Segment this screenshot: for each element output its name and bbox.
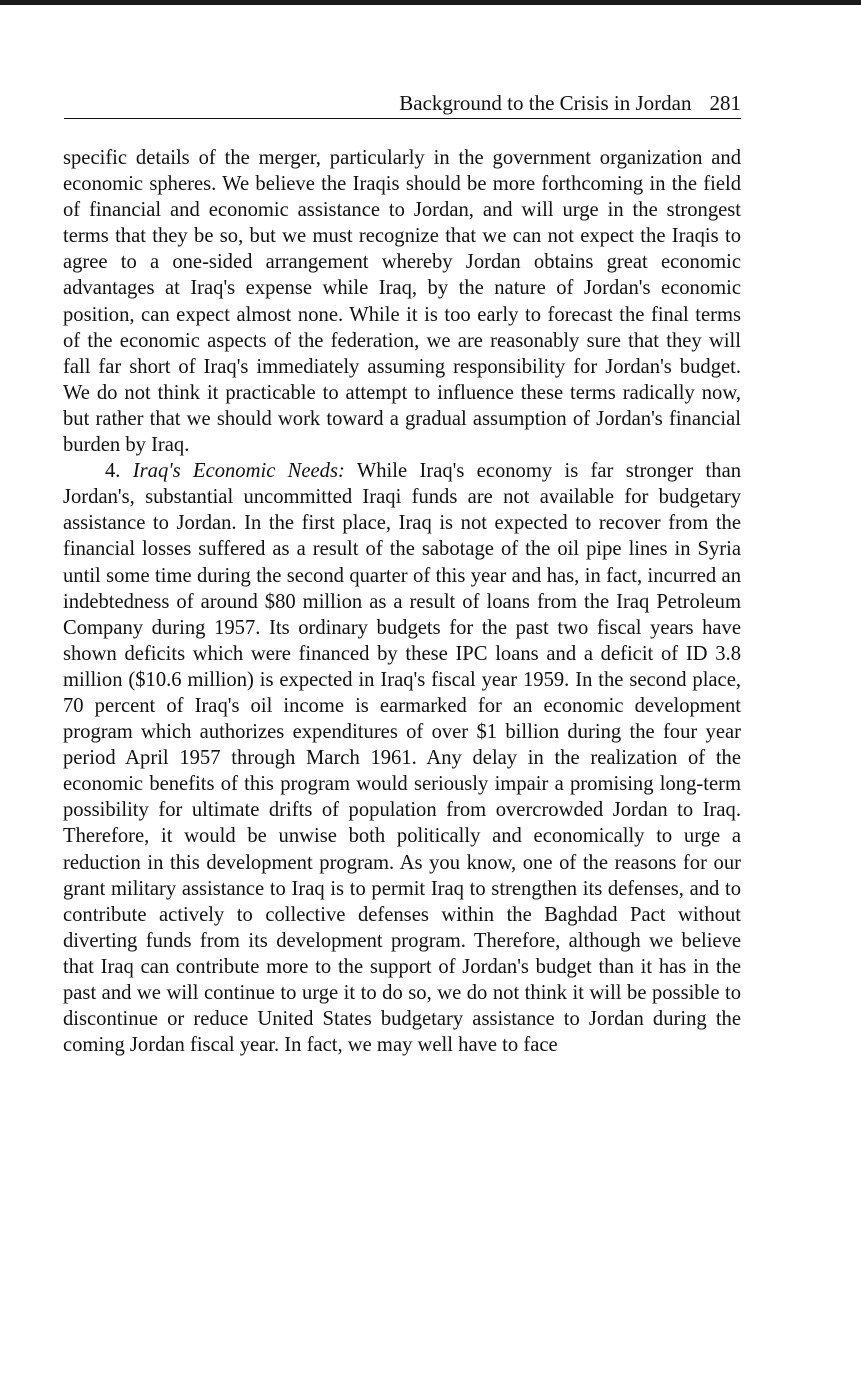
body-text bbox=[63, 145, 741, 1058]
running-header bbox=[64, 88, 741, 119]
scan-top-edge bbox=[0, 0, 861, 5]
running-title: Background to the Crisis in Jordan bbox=[399, 91, 692, 115]
section-title: Iraq's Economic Needs: bbox=[132, 460, 345, 483]
section-body: While Iraq's economy is far stronger than Jordan's, substantial uncommitted Iraqi funds are not available for budgetary assistance to Jordan. In the first place, Iraq is not expected to recover from the financial losses suffered as a result of the sabotage of the oil pipe lines in Syria until some time during the second quarter of this year and has, in fact, incurred an indebtedness of around $80 million as a result of loans from the Iraq Petroleum Company during 1957. Its ordinary budgets for the past two fiscal years have shown deficits which were financed by these IPC loans and a deficit of ID 3.8 million ($10.6 million) is expected in Iraq's fiscal year 1959. In the second place, 70 percent of Iraq's oil income is earmarked for an economic development program which authorizes expenditures of over $1 billion during the four year period April 1957 through March 1961. Any delay in the realization of the economic benefits of this program would seriously impair a promising long-term possibility for ultimate drifts of population from overcrowded Jordan to Iraq. Therefore, it would be unwise both politically and economically to urge a reduction in this development program. As you know, one of the reasons for our grant military assistance to Iraq is to permit Iraq to strengthen its defenses, and to contribute actively to collective defenses within the Baghdad Pact without diverting funds from its development program. Therefore, although we believe that Iraq can contribute more to the support of Jordan's budget than it has in the past and we will continue to urge it to do so, we do not think it will be possible to discontinue or reduce United States budgetary assistance to Jordan during the coming Jordan fiscal year. In fact, we may well have to face bbox=[63, 460, 742, 1057]
section-number: 4. bbox=[105, 460, 121, 483]
page-number: 281 bbox=[709, 91, 741, 115]
paragraph-continued: specific details of the merger, particularly in the government organization and economic spheres. We believe the Iraqis should be more forthcoming in the field of financial and economic assistance to Jordan, and will urge in the strongest terms that they be so, but we must recognize that we can not expect the Iraqis to agree to a one-sided arrangement whereby Jordan obtains great economic advantages at Iraq's expense while Iraq, by the nature of Jordan's economic position, can expect almost none. While it is too early to forecast the final terms of the economic aspects of the federation, we are reasonably sure that they will fall far short of Iraq's immediately assuming responsibility for Jordan's budget. We do not think it practicable to attempt to influence these terms radically now, but rather that we should work toward a gradual assumption of Jordan's financial burden by Iraq. bbox=[63, 147, 741, 457]
paragraph-iraq-economic-needs bbox=[63, 458, 741, 1058]
